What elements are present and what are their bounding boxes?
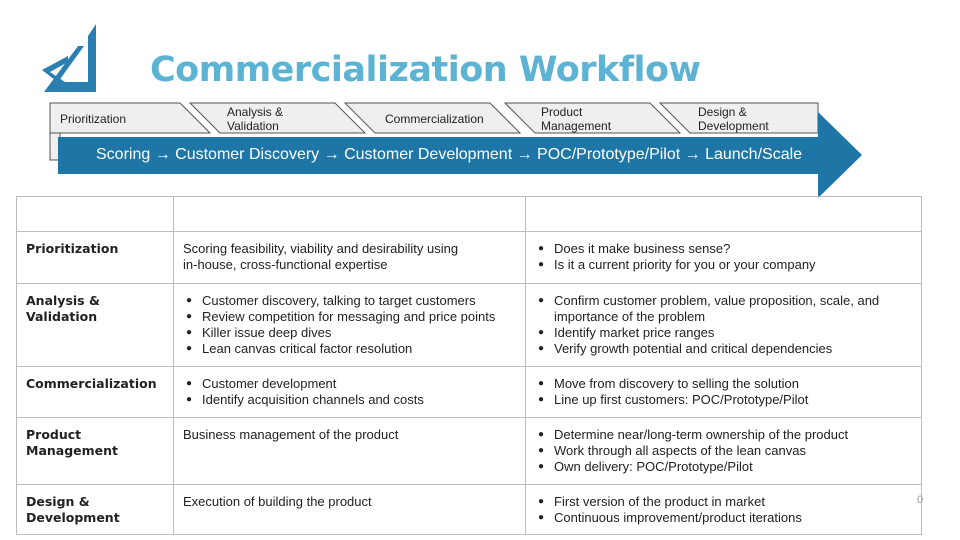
stage-label-prioritization: Prioritization: [60, 112, 127, 126]
list-item: ● Line up first customers: POC/Prototype/Pilot: [535, 392, 912, 408]
workflow-diagram: [0, 0, 960, 200]
header-cell: [526, 197, 922, 232]
list-item: ● Determine near/long-term ownership of the product: [535, 427, 912, 443]
list-item: ● Review competition for messaging and price points: [183, 309, 516, 325]
list-item: ● Move from discovery to selling the solution: [535, 376, 912, 392]
row-activities: [174, 367, 526, 418]
row-goals: [526, 367, 922, 418]
list-item: ● Customer discovery, talking to target customers: [183, 293, 516, 309]
list-item: ● Customer development: [183, 376, 516, 392]
row-description: Business management of the product: [174, 418, 526, 485]
list-item: ● Own delivery: POC/Prototype/Pilot: [535, 459, 912, 475]
list-item: ● Continuous improvement/product iterations: [535, 510, 912, 526]
row-label: Design & Development: [17, 485, 174, 535]
row-description: Scoring feasibility, viability and desirability using in-house, cross-functional expertise: [174, 232, 526, 284]
table-row: [17, 284, 922, 367]
row-label: Analysis & Validation: [17, 284, 174, 367]
table-row: [17, 418, 922, 485]
list-item: ● Killer issue deep dives: [183, 325, 516, 341]
list-item: ● Confirm customer problem, value proposition, scale, and importance of the problem: [535, 293, 912, 325]
header-cell: [17, 197, 174, 232]
page-title: Commercialization Workflow: [150, 50, 701, 90]
row-label: Product Management: [17, 418, 174, 485]
row-goals: [526, 418, 922, 485]
table-row: [17, 367, 922, 418]
list-item: ● Lean canvas critical factor resolution: [183, 341, 516, 357]
row-goals: [526, 232, 922, 284]
row-label: Prioritization: [17, 232, 174, 284]
row-description: Execution of building the product: [174, 485, 526, 535]
stage-label-analysis: Analysis & Validation: [227, 105, 284, 133]
header-cell: [174, 197, 526, 232]
page-number: 0: [917, 494, 924, 506]
workflow-arrow-text: Scoring → Customer Discovery → Customer Development → POC/Prototype/Pilot → Launch/Scale: [96, 146, 803, 163]
list-item: ● Does it make business sense?: [535, 241, 912, 257]
list-item: ● Is it a current priority for you or your company: [535, 257, 912, 273]
table-row: [17, 232, 922, 284]
table-row: [17, 485, 922, 535]
row-goals: [526, 284, 922, 367]
list-item: ● First version of the product in market: [535, 494, 912, 510]
row-label: Commercialization: [17, 367, 174, 418]
list-item: ● Work through all aspects of the lean canvas: [535, 443, 912, 459]
row-goals: [526, 485, 922, 535]
stage-label-design-development: Design & Development: [698, 105, 769, 133]
row-activities: [174, 284, 526, 367]
stage-label-product-management: Product Management: [541, 105, 612, 133]
table-header-row: [17, 197, 922, 232]
workflow-table: [16, 196, 922, 535]
list-item: ● Identify acquisition channels and costs: [183, 392, 516, 408]
list-item: ● Identify market price ranges: [535, 325, 912, 341]
stage-label-commercialization: Commercialization: [385, 112, 484, 126]
list-item: ● Verify growth potential and critical dependencies: [535, 341, 912, 357]
